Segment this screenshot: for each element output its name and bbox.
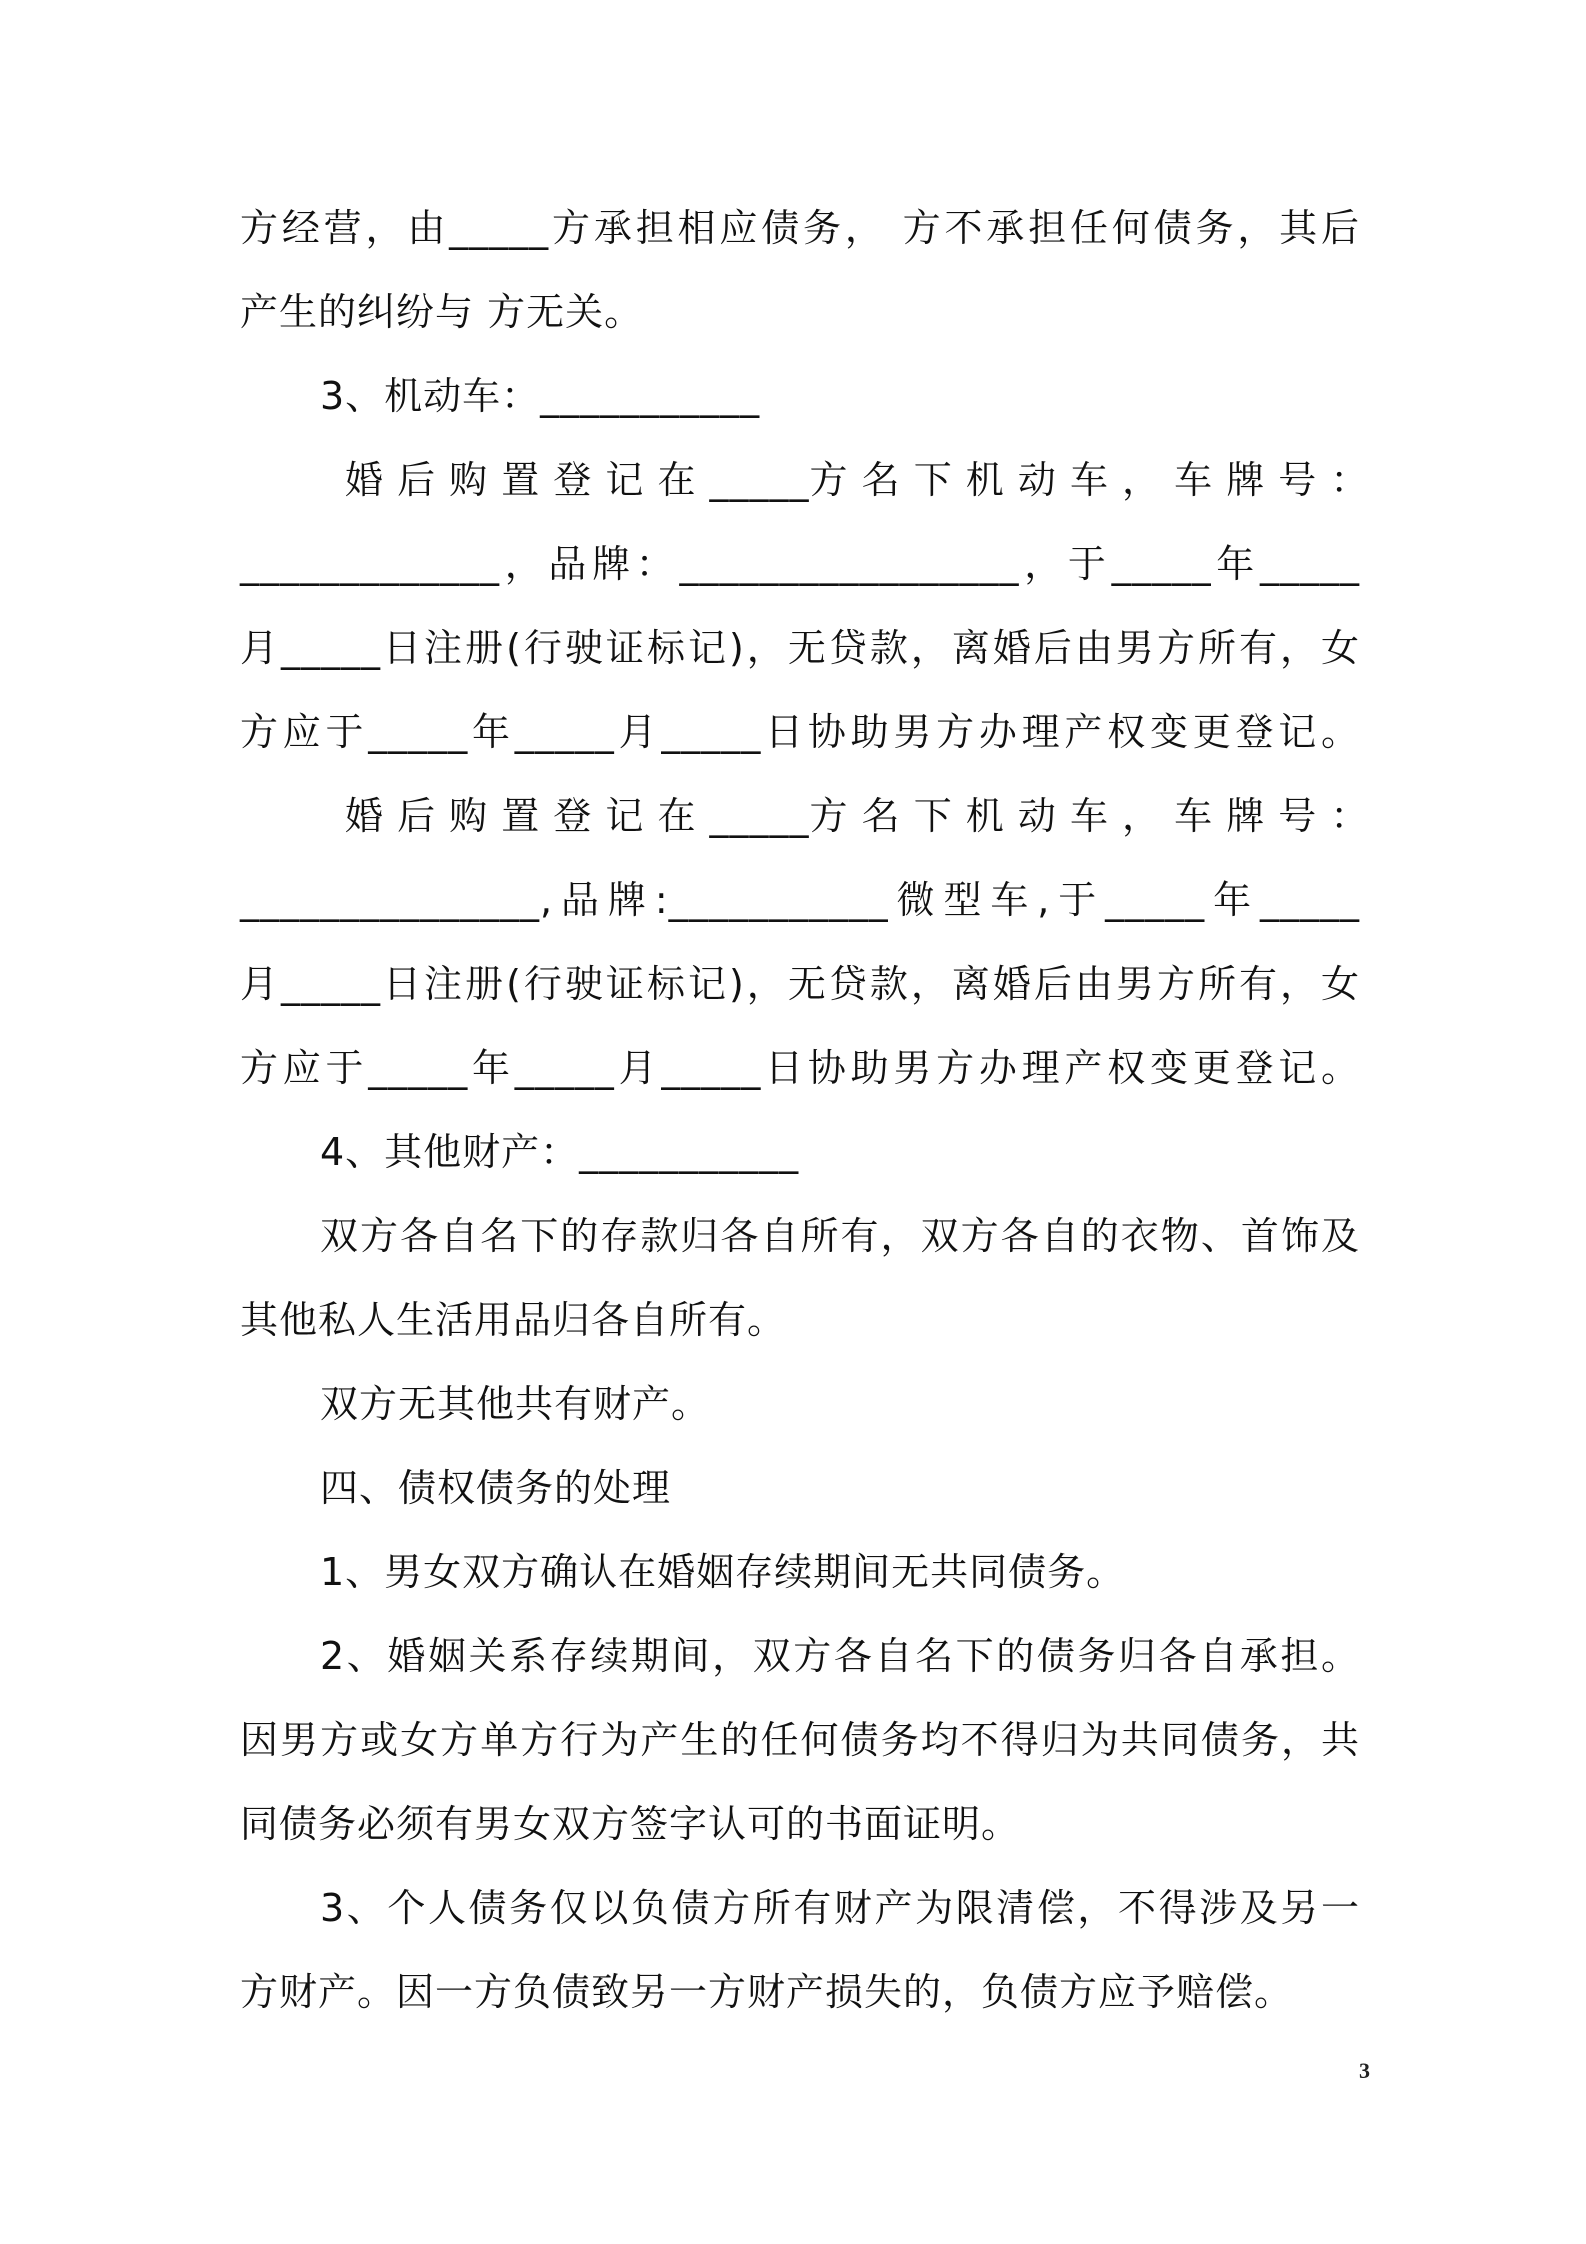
paragraph-line: 方应于_____年_____月_____日协助男方办理产权变更登记。 <box>240 1046 1360 1090</box>
paragraph-line: 产生的纠纷与 方无关。 <box>240 290 644 334</box>
section-heading-debts: 四、债权债务的处理 <box>320 1466 672 1510</box>
paragraph-line: 双方无其他共有财产。 <box>320 1382 711 1426</box>
paragraph-line: 双方各自名下的存款归各自所有，双方各自的衣物、首饰及 <box>320 1214 1360 1258</box>
section-heading-vehicle: 3、机动车：___________ <box>320 374 761 418</box>
paragraph-line: 2、婚姻关系存续期间，双方各自名下的债务归各自承担。 <box>320 1634 1360 1678</box>
paragraph-line: 1、男女双方确认在婚姻存续期间无共同债务。 <box>320 1550 1126 1594</box>
paragraph-line: 因男方或女方单方行为产生的任何债务均不得归为共同债务，共 <box>240 1718 1360 1762</box>
section-heading-other-property: 4、其他财产：___________ <box>320 1130 800 1174</box>
paragraph-line: _______________,品牌:___________微型车,于_____年_____ <box>240 878 1360 922</box>
paragraph-line: 方应于_____年_____月_____日协助男方办理产权变更登记。 <box>240 710 1360 754</box>
paragraph-line: 其他私人生活用品归各自所有。 <box>240 1298 787 1342</box>
paragraph-line: 3、个人债务仅以负债方所有财产为限清偿，不得涉及另一 <box>320 1886 1360 1930</box>
paragraph-line: 同债务必须有男女双方签字认可的书面证明。 <box>240 1802 1021 1846</box>
paragraph-line: 婚 后 购 置 登 记 在 _____方 名 下 机 动 车 ， 车 牌 号 ： <box>345 794 1370 838</box>
paragraph-line: 方财产。因一方负债致另一方财产损失的，负债方应予赔偿。 <box>240 1970 1294 2014</box>
paragraph-line: _____________，品牌：_________________，于_____年_____ <box>240 542 1360 586</box>
paragraph-line: 婚 后 购 置 登 记 在 _____方 名 下 机 动 车 ， 车 牌 号 ： <box>345 458 1370 502</box>
paragraph-line: 月_____日注册(行驶证标记)，无贷款，离婚后由男方所有，女 <box>240 626 1360 670</box>
page-number: 3 <box>1359 2058 1370 2083</box>
paragraph-line: 月_____日注册(行驶证标记)，无贷款，离婚后由男方所有，女 <box>240 962 1360 1006</box>
paragraph-line: 方经营，由_____方承担相应债务， 方不承担任何债务，其后 <box>240 206 1360 250</box>
